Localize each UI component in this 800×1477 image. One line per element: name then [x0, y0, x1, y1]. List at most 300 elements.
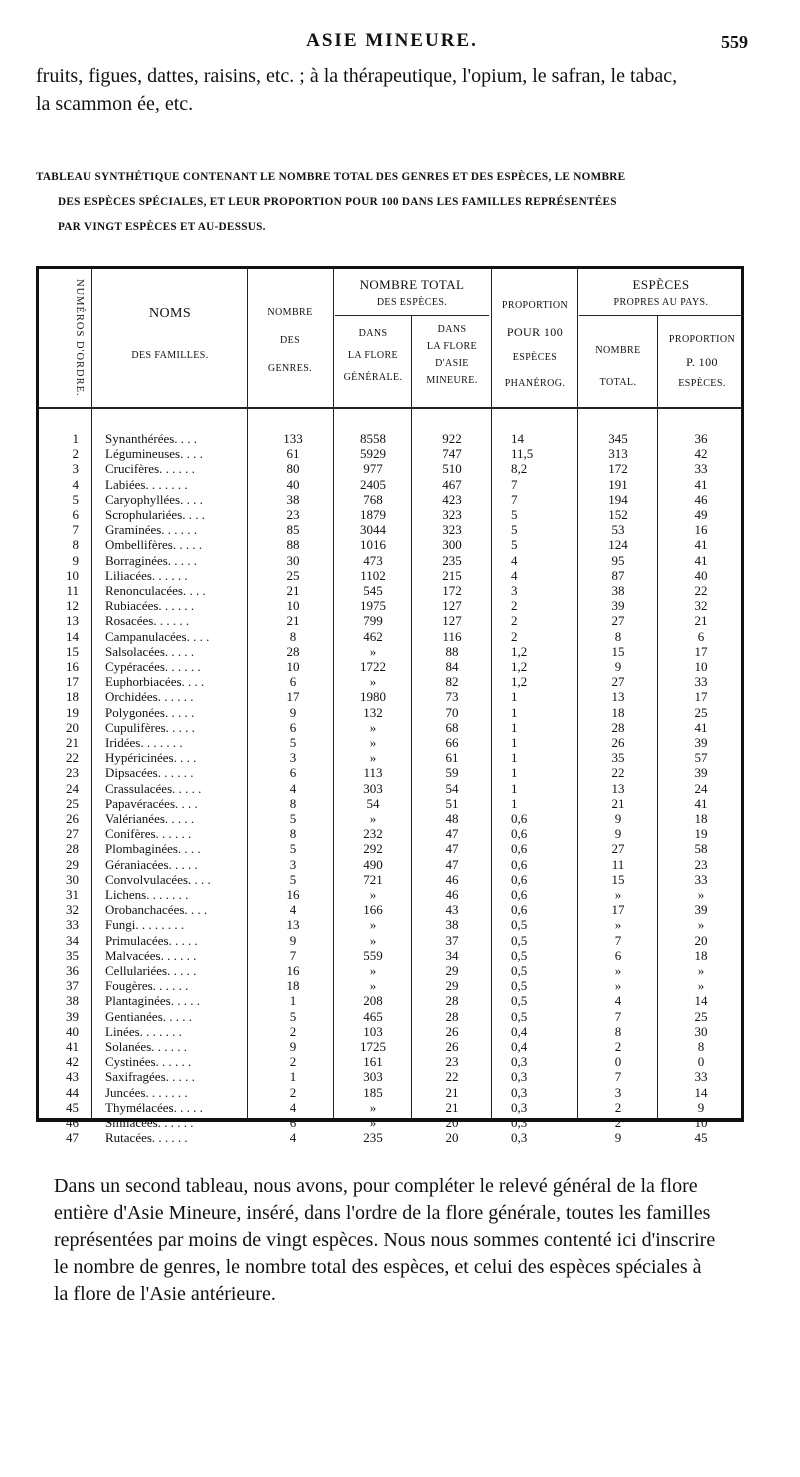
genres-cell: 28: [286, 643, 300, 659]
flore-generale-cell: »: [369, 963, 377, 978]
order-number-cell: 6: [72, 507, 79, 522]
proportion-p100-cell: 0: [697, 1054, 705, 1070]
table-row: [39, 1085, 741, 1101]
flore-generale-cell: »: [369, 917, 377, 933]
proportion-cell: 2: [511, 628, 518, 644]
flore-generale-cell: »: [369, 735, 377, 750]
family-name-cell: Smilacées. . . . . .: [105, 1115, 194, 1130]
flore-generale-cell: 208: [363, 993, 383, 1009]
caption-line: PAR VINGT ESPÈCES ET AU-DESSUS.: [58, 221, 266, 233]
proportion-cell: 1: [511, 780, 518, 796]
proportion-cell: 0,5: [511, 963, 528, 978]
genres-cell: 1: [289, 1069, 297, 1085]
proportion-p100-cell: 18: [694, 811, 708, 826]
order-number-cell: 22: [66, 750, 79, 766]
header-text: POUR 100: [506, 325, 564, 339]
running-title: ASIE MINEURE.: [306, 30, 478, 51]
table-row: [39, 1130, 741, 1146]
genres-cell: 21: [286, 613, 300, 629]
order-number-cell: 11: [66, 583, 79, 598]
proportion-p100-cell: 49: [694, 507, 708, 522]
genres-cell: 8: [289, 628, 297, 644]
flore-generale-cell: »: [369, 1099, 377, 1115]
header-text: LA FLORE: [426, 341, 478, 352]
family-name-cell: Rosacées. . . . . .: [105, 613, 190, 629]
closing-line: représentées par moins de vingt espèces. Nous nous sommes contenté ici d'inscrire: [54, 1229, 716, 1251]
table-row: [39, 522, 741, 538]
genres-cell: 88: [286, 537, 300, 553]
genres-cell: 13: [286, 917, 300, 933]
flore-asie-cell: 82: [445, 674, 459, 690]
genres-cell: 5: [289, 1008, 297, 1024]
family-name-cell: Dipsacées. . . . . .: [105, 765, 194, 781]
order-number-cell: 37: [66, 978, 79, 994]
nombre-total-cell: 9: [614, 811, 622, 826]
family-name-cell: Conifères. . . . . .: [105, 826, 192, 842]
group-rule: [579, 315, 743, 316]
table-row: [39, 917, 741, 933]
nombre-total-cell: 2: [614, 1115, 622, 1130]
nombre-total-cell: 7: [614, 1069, 622, 1085]
header-genres: [249, 299, 331, 383]
table-row: [39, 1024, 741, 1040]
header-text: ESPÈCES: [512, 352, 558, 363]
order-number-cell: 10: [66, 567, 79, 583]
family-name-cell: Fougères. . . . . .: [105, 978, 189, 994]
flore-asie-cell: 48: [445, 811, 459, 826]
flore-asie-cell: 38: [445, 917, 459, 933]
proportion-p100-cell: 33: [694, 461, 708, 477]
family-name-cell: Euphorbiacées. . . .: [105, 674, 205, 690]
order-number-cell: 16: [66, 659, 79, 674]
proportion-p100-cell: 39: [694, 765, 708, 781]
proportion-cell: 1: [511, 765, 518, 781]
flore-generale-cell: 1016: [360, 537, 386, 553]
family-name-cell: Géraniacées. . . . .: [105, 856, 198, 872]
flore-asie-cell: 21: [445, 1099, 459, 1115]
nombre-total-cell: 9: [614, 1130, 622, 1146]
table-row: [39, 1054, 741, 1070]
proportion-cell: 0,6: [511, 887, 528, 902]
table-row: [39, 933, 741, 949]
order-number-cell: 13: [66, 613, 79, 629]
proportion-cell: 14: [511, 431, 524, 446]
flore-generale-cell: »: [369, 887, 377, 902]
nombre-total-cell: 35: [611, 750, 625, 766]
order-number-cell: 18: [66, 689, 79, 705]
family-name-cell: Cupulifères. . . . .: [105, 719, 195, 735]
genres-cell: 25: [286, 567, 300, 583]
closing-line: entière d'Asie Mineure, inséré, dans l'ordre de la flore générale, toutes les familles: [54, 1202, 711, 1224]
order-number-cell: 35: [66, 947, 79, 963]
proportion-p100-cell: 18: [694, 947, 708, 963]
proportion-cell: 0,3: [511, 1115, 528, 1130]
table-caption: [36, 165, 748, 240]
flore-asie-cell: 323: [442, 522, 462, 538]
order-number-cell: 30: [66, 871, 79, 887]
family-name-cell: Malvacées. . . . . .: [105, 947, 197, 963]
table-row: [39, 1009, 741, 1025]
order-number-cell: 41: [66, 1039, 79, 1054]
family-name-cell: Papavéracées. . . .: [105, 795, 198, 811]
order-number-cell: 1: [72, 431, 79, 446]
nombre-total-cell: »: [614, 963, 622, 978]
nombre-total-cell: 8: [614, 628, 622, 644]
nombre-total-cell: 17: [611, 902, 625, 918]
nombre-total-cell: »: [614, 887, 622, 902]
table-row: [39, 826, 741, 842]
proportion-p100-cell: 32: [694, 598, 708, 614]
genres-cell: 2: [289, 1084, 297, 1100]
header-text: DANS: [358, 328, 388, 339]
proportion-p100-cell: 10: [694, 659, 708, 674]
flore-asie-cell: 215: [442, 567, 462, 583]
family-name-cell: Saxifragées. . . . .: [105, 1069, 195, 1085]
order-number-cell: 38: [66, 993, 79, 1009]
table-row: [39, 629, 741, 645]
genres-cell: 7: [289, 947, 297, 963]
proportion-p100-cell: 25: [694, 1008, 708, 1024]
proportion-p100-cell: 8: [697, 1039, 705, 1054]
header-text: TOTAL.: [599, 377, 637, 388]
proportion-p100-cell: 6: [697, 628, 705, 644]
family-name-cell: Liliacées. . . . . .: [105, 567, 188, 583]
genres-cell: 6: [289, 719, 297, 735]
flore-generale-cell: »: [369, 643, 377, 659]
proportion-p100-cell: »: [697, 978, 705, 994]
table-row: [39, 1069, 741, 1085]
proportion-cell: 0,3: [511, 1054, 528, 1070]
flore-asie-cell: 423: [442, 491, 462, 507]
proportion-p100-cell: 45: [694, 1130, 708, 1146]
genres-cell: 3: [289, 750, 297, 766]
flore-asie-cell: 23: [445, 1054, 459, 1070]
flore-generale-cell: 161: [363, 1054, 383, 1070]
genres-cell: 38: [286, 491, 300, 507]
proportion-cell: 1: [511, 795, 518, 811]
nombre-total-cell: »: [614, 978, 622, 994]
proportion-cell: 0,6: [511, 841, 528, 857]
family-name-cell: Borraginées. . . . .: [105, 552, 198, 568]
proportion-p100-cell: 25: [694, 704, 708, 720]
family-name-cell: Primulacées. . . . .: [105, 932, 198, 948]
proportion-cell: 2: [511, 598, 518, 614]
flore-generale-cell: 545: [363, 583, 383, 598]
family-name-cell: Salsolacées. . . . .: [105, 643, 195, 659]
family-name-cell: Scrophulariées. . . .: [105, 507, 206, 522]
order-number-cell: 47: [66, 1130, 79, 1146]
flore-asie-cell: 922: [442, 431, 462, 446]
flore-asie-cell: 84: [445, 659, 459, 674]
closing-line: le nombre de genres, le nombre total des espèces, et celui des espèces spéciales à: [54, 1256, 702, 1278]
order-number-cell: 34: [66, 932, 79, 948]
table-row: [39, 902, 741, 918]
flore-asie-cell: 73: [445, 689, 459, 705]
nombre-total-cell: 2: [614, 1099, 622, 1115]
table-row: [39, 477, 741, 493]
flore-generale-cell: 1980: [360, 689, 386, 705]
flore-generale-cell: 303: [363, 780, 383, 796]
flore-asie-cell: 70: [445, 704, 459, 720]
genres-cell: 6: [289, 674, 297, 690]
proportion-p100-cell: 9: [697, 1099, 705, 1115]
proportion-p100-cell: »: [697, 963, 705, 978]
table-row: [39, 735, 741, 751]
proportion-cell: 0,3: [511, 1084, 528, 1100]
proportion-cell: 0,5: [511, 932, 528, 948]
flore-asie-cell: 467: [442, 476, 462, 492]
header-text: GENRES.: [267, 363, 313, 374]
header-especes-group: [579, 275, 743, 311]
family-name-cell: Polygonées. . . . .: [105, 704, 195, 720]
intro-line: la scammon ée, etc.: [36, 93, 194, 115]
flore-generale-cell: 1102: [360, 567, 386, 583]
table-row: [39, 689, 741, 705]
proportion-cell: 0,5: [511, 978, 528, 994]
nombre-total-cell: 7: [614, 1008, 622, 1024]
genres-cell: 10: [286, 598, 300, 614]
nombre-total-cell: 22: [611, 765, 625, 781]
order-number-cell: 21: [66, 735, 79, 750]
proportion-p100-cell: 46: [694, 491, 708, 507]
closing-line: la flore de l'Asie antérieure.: [54, 1283, 276, 1305]
flore-asie-cell: 43: [445, 902, 459, 918]
proportion-cell: 0,5: [511, 1008, 528, 1024]
genres-cell: 80: [286, 461, 300, 477]
table-row: [39, 644, 741, 660]
proportion-cell: 0,5: [511, 993, 528, 1009]
flore-asie-cell: 20: [445, 1115, 459, 1130]
flore-generale-cell: 132: [363, 704, 383, 720]
table-row: [39, 613, 741, 629]
page-number: 559: [721, 32, 748, 52]
flore-asie-cell: 47: [445, 841, 459, 857]
flore-generale-cell: »: [369, 750, 377, 766]
proportion-cell: 0,4: [511, 1023, 528, 1039]
flore-asie-cell: 28: [445, 993, 459, 1009]
family-name-cell: Plantaginées. . . . .: [105, 993, 200, 1009]
order-number-cell: 7: [72, 522, 79, 538]
genres-cell: 85: [286, 522, 300, 538]
flore-generale-cell: 232: [363, 826, 383, 842]
family-name-cell: Renonculacées. . . .: [105, 583, 206, 598]
table-row: [39, 872, 741, 888]
nombre-total-cell: 8: [614, 1023, 622, 1039]
table-row: [39, 1115, 741, 1131]
order-number-cell: 27: [66, 826, 79, 842]
nombre-total-cell: 26: [611, 735, 625, 750]
family-name-cell: Crucifères. . . . . .: [105, 461, 195, 477]
header-text: P. 100: [686, 355, 718, 369]
nombre-total-cell: 18: [611, 704, 625, 720]
proportion-cell: 0,3: [511, 1069, 528, 1085]
intro-line: fruits, figues, dattes, raisins, etc. ; à la thérapeutique, l'opium, le safran, le tabac,: [36, 65, 678, 87]
table-row: [39, 431, 741, 447]
order-number-cell: 25: [66, 795, 79, 811]
proportion-p100-cell: 30: [694, 1023, 708, 1039]
proportion-cell: 1: [511, 750, 518, 766]
flore-asie-cell: 20: [445, 1130, 459, 1146]
table-row: [39, 978, 741, 994]
table-row: [39, 781, 741, 797]
nombre-total-cell: 27: [611, 841, 625, 857]
flore-asie-cell: 51: [445, 795, 459, 811]
order-number-cell: 2: [72, 446, 79, 462]
caption-line: DES ESPÈCES SPÉCIALES, ET LEUR PROPORTION POUR 100 DANS LES FAMILLES REPRÉSENTÉES: [58, 196, 617, 208]
flore-generale-cell: 166: [363, 902, 383, 918]
flore-asie-cell: 300: [442, 537, 462, 553]
proportion-cell: 2: [511, 613, 518, 629]
proportion-p100-cell: 57: [694, 750, 708, 766]
genres-cell: 1: [289, 993, 297, 1009]
table-row: [39, 674, 741, 690]
family-name-cell: Valérianées. . . . .: [105, 811, 195, 826]
flore-asie-cell: 510: [442, 461, 462, 477]
proportion-p100-cell: 14: [694, 993, 708, 1009]
flore-generale-cell: 1975: [360, 598, 386, 614]
proportion-p100-cell: 41: [694, 476, 708, 492]
nombre-total-cell: 3: [614, 1084, 622, 1100]
table-row: [39, 1100, 741, 1116]
order-number-cell: 40: [66, 1023, 79, 1039]
flore-generale-cell: 1725: [360, 1039, 386, 1054]
order-number-cell: 12: [66, 598, 79, 614]
proportion-p100-cell: 33: [694, 871, 708, 887]
order-number-cell: 36: [66, 963, 79, 978]
flore-asie-cell: 47: [445, 856, 459, 872]
proportion-p100-cell: 39: [694, 735, 708, 750]
genres-cell: 5: [289, 841, 297, 857]
family-name-cell: Lichens. . . . . . .: [105, 887, 189, 902]
flore-asie-cell: 22: [445, 1069, 459, 1085]
flore-generale-cell: »: [369, 674, 377, 690]
table-row: [39, 583, 741, 599]
nombre-total-cell: 345: [608, 431, 628, 446]
table-row: [39, 598, 741, 614]
header-total-group: [335, 275, 489, 311]
table-row: [39, 507, 741, 523]
flore-generale-cell: 1879: [360, 507, 386, 522]
proportion-p100-cell: 14: [694, 1084, 708, 1100]
proportion-p100-cell: 39: [694, 902, 708, 918]
proportion-cell: 7: [511, 476, 518, 492]
families-table: [36, 266, 744, 1146]
order-number-cell: 45: [66, 1099, 79, 1115]
proportion-p100-cell: 19: [694, 826, 708, 842]
flore-asie-cell: 47: [445, 826, 459, 842]
genres-cell: 16: [286, 887, 300, 902]
order-number-cell: 44: [66, 1084, 79, 1100]
nombre-total-cell: 4: [614, 993, 622, 1009]
table-row: [39, 963, 741, 979]
header-text: PHANÉROG.: [504, 378, 566, 389]
nombre-total-cell: 95: [611, 552, 625, 568]
proportion-cell: 0,6: [511, 902, 528, 918]
closing-paragraph: [54, 1173, 746, 1308]
flore-generale-cell: »: [369, 719, 377, 735]
flore-generale-cell: 303: [363, 1069, 383, 1085]
proportion-p100-cell: 16: [694, 522, 708, 538]
flore-generale-cell: 54: [366, 795, 380, 811]
header-text: ESPÈCES.: [678, 378, 726, 389]
flore-asie-cell: 34: [445, 947, 459, 963]
order-number-cell: 23: [66, 765, 79, 781]
header-noms-sub: DES FAMILLES.: [131, 350, 209, 361]
proportion-cell: 4: [511, 567, 518, 583]
genres-cell: 30: [286, 552, 300, 568]
flore-generale-cell: 473: [363, 552, 383, 568]
header-text: ESPÈCES: [632, 277, 690, 292]
caption-line: TABLEAU SYNTHÉTIQUE CONTENANT LE NOMBRE TOTAL DES GENRES ET DES ESPÈCES, LE NOMBRE: [36, 171, 626, 183]
flore-generale-cell: 113: [363, 765, 383, 781]
order-number-cell: 31: [66, 887, 79, 902]
flore-asie-cell: 29: [445, 978, 459, 994]
flore-asie-cell: 54: [445, 780, 459, 796]
table-row: [39, 948, 741, 964]
proportion-p100-cell: 20: [694, 932, 708, 948]
genres-cell: 9: [289, 932, 297, 948]
nombre-total-cell: 7: [614, 932, 622, 948]
nombre-total-cell: 27: [611, 674, 625, 690]
flore-asie-cell: 28: [445, 1008, 459, 1024]
nombre-total-cell: 15: [611, 871, 625, 887]
nombre-total-cell: 172: [608, 461, 628, 477]
genres-cell: 18: [286, 978, 300, 994]
order-number-cell: 39: [66, 1008, 79, 1024]
header-text: NOMBRE: [267, 307, 313, 318]
nombre-total-cell: 13: [611, 780, 625, 796]
header-text: D'ASIE: [435, 358, 469, 369]
flore-asie-cell: 747: [442, 446, 462, 462]
intro-paragraph: [36, 62, 748, 118]
flore-generale-cell: 721: [363, 871, 383, 887]
flore-asie-cell: 59: [445, 765, 459, 781]
flore-asie-cell: 88: [445, 643, 459, 659]
family-name-cell: Gentianées. . . . .: [105, 1008, 193, 1024]
family-name-cell: Linées. . . . . . .: [105, 1023, 182, 1039]
order-number-cell: 46: [66, 1115, 79, 1130]
flore-asie-cell: 26: [445, 1039, 459, 1054]
proportion-p100-cell: 42: [694, 446, 708, 462]
proportion-p100-cell: 41: [694, 719, 708, 735]
order-number-cell: 19: [66, 704, 79, 720]
nombre-total-cell: 87: [611, 567, 625, 583]
flore-generale-cell: 465: [363, 1008, 383, 1024]
table-row: [39, 720, 741, 736]
proportion-p100-cell: 36: [694, 431, 708, 446]
nombre-total-cell: 124: [608, 537, 628, 553]
table-row: [39, 993, 741, 1009]
nombre-total-cell: 28: [611, 719, 625, 735]
proportion-cell: 8,2: [511, 461, 528, 477]
nombre-total-cell: 53: [611, 522, 625, 538]
proportion-cell: 11,5: [511, 446, 534, 462]
table-row: [39, 1039, 741, 1055]
flore-generale-cell: 1722: [360, 659, 386, 674]
proportion-p100-cell: 41: [694, 552, 708, 568]
proportion-p100-cell: 58: [694, 841, 708, 857]
nombre-total-cell: 194: [608, 491, 628, 507]
proportion-p100-cell: 24: [694, 780, 708, 796]
table-row: [39, 568, 741, 584]
genres-cell: 4: [289, 1099, 297, 1115]
family-name-cell: Thymélacées. . . . .: [105, 1099, 203, 1115]
order-number-cell: 42: [66, 1054, 79, 1070]
proportion-cell: 0,3: [511, 1130, 528, 1146]
proportion-p100-cell: 41: [694, 537, 708, 553]
header-noms: NOMS: [148, 306, 192, 321]
genres-cell: 6: [289, 1115, 297, 1130]
